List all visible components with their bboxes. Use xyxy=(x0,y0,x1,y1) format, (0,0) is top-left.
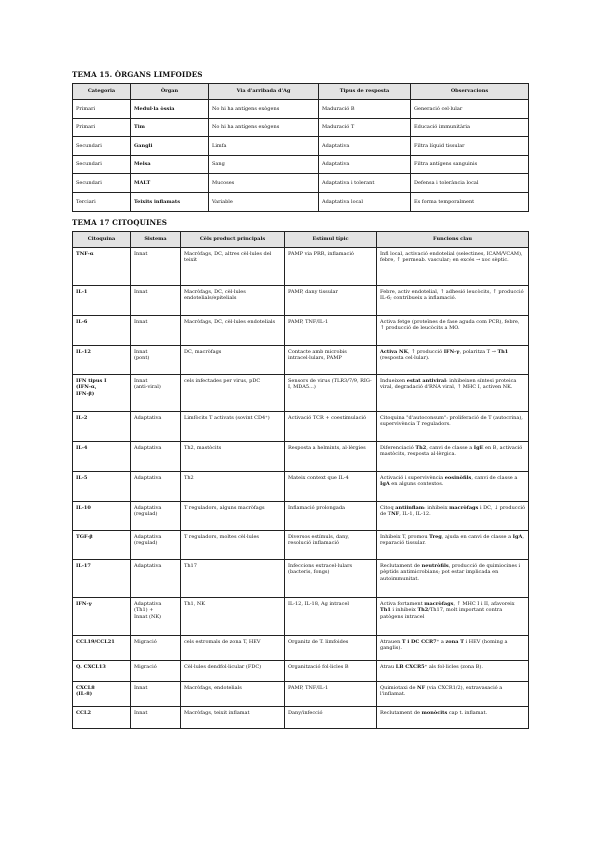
table-cell: IL-12, IL-18, Ag intracel xyxy=(285,597,377,635)
table-row xyxy=(73,501,529,530)
table-cell: Innat xyxy=(131,285,181,315)
table-row xyxy=(73,374,529,411)
table-cell: Secundari xyxy=(73,174,131,193)
table-cell: Innat xyxy=(131,706,181,728)
table-cell: Activa fetge (proteïnes de fase aguda com PCR), febre, ↑ producció de leucòcits a MO. xyxy=(377,315,529,345)
table-cell: Limfòcits T activats (sovint CD4⁺) xyxy=(181,411,285,441)
table-cell: Atrau LB CXCR5⁺ als fol·licles (zona B). xyxy=(377,660,529,681)
table-cell: IL-12 xyxy=(73,345,131,374)
table-cell: Macròfags, endotelials xyxy=(181,681,285,706)
cytokines-table-header xyxy=(73,231,529,247)
section-title-organs: TEMA 15. ÒRGANS LIMFOIDES xyxy=(72,70,203,79)
table-row xyxy=(73,315,529,345)
table-cell: Diversos estímuls, dany, resolució inflamació xyxy=(285,530,377,559)
table-cell: Adaptativa (regulad) xyxy=(131,530,181,559)
organs-table xyxy=(72,83,529,212)
table-cell: Contacte amb microbis intracel·lulars, PAMP xyxy=(285,345,377,374)
table-cell: Terciari xyxy=(73,192,131,211)
column-header: Tipus de resposta xyxy=(319,84,411,100)
table-row xyxy=(73,441,529,471)
table-cell: Maduració B xyxy=(319,100,411,119)
table-cell: Maduració T xyxy=(319,118,411,137)
table-cell: Migració xyxy=(131,635,181,660)
table-cell: Inflamació prolongada xyxy=(285,501,377,530)
table-cell: Cèl·lules dendfol·licular (FDC) xyxy=(181,660,285,681)
table-cell: Migració xyxy=(131,660,181,681)
table-cell: Sang xyxy=(209,155,319,174)
table-cell: Secundari xyxy=(73,155,131,174)
table-cell: Adaptativa xyxy=(131,441,181,471)
table-cell: PAMP, TNF/IL-1 xyxy=(285,315,377,345)
table-cell: DC, macròfags xyxy=(181,345,285,374)
table-cell: Activa fortament macròfags, ↑ MHC I i II, afavoreix Th1 i inhibeix Th2/Th17, molt important contra patògens intracel xyxy=(377,597,529,635)
table-cell: Activació i supervivència eosinòfils, canvi de classe a IgA en alguns contextos. xyxy=(377,471,529,501)
table-cell: IL-17 xyxy=(73,559,131,597)
table-cell: Gangli xyxy=(131,137,209,156)
table-cell: Resposta a helmints, al·lèrgies xyxy=(285,441,377,471)
table-cell: Diferenciació Th2, canvi de classe a IgE en B, activació mastòcits, resposta al·lèrgica. xyxy=(377,441,529,471)
table-row xyxy=(73,345,529,374)
table-cell: Innat (pont) xyxy=(131,345,181,374)
table-cell: PAMP, TNF/IL-1 xyxy=(285,681,377,706)
table-cell: Citoquina "d'autoconsum": proliferació de T (autocrina), supervivència T reguladors. xyxy=(377,411,529,441)
table-cell: Organització fol·licles B xyxy=(285,660,377,681)
table-cell: CCL19/CCL21 xyxy=(73,635,131,660)
section-title-cytokines: TEMA 17 CITOQUINES xyxy=(72,217,167,227)
table-row xyxy=(73,411,529,441)
table-cell: Th2, mastòcits xyxy=(181,441,285,471)
table-cell: Primari xyxy=(73,100,131,119)
table-cell: Tim xyxy=(131,118,209,137)
table-cell: IL-2 xyxy=(73,411,131,441)
table-cell: Innat (anti-viral) xyxy=(131,374,181,411)
table-cell: Activa NK, ↑ producció IFN-γ, polaritza T → Th1 (resposta cel·lular). xyxy=(377,345,529,374)
table-cell: Adaptativa (regulad) xyxy=(131,501,181,530)
table-cell: Adaptativa local xyxy=(319,192,411,211)
table-cell: No hi ha antígens exògens xyxy=(209,100,319,119)
column-header: Citoquina xyxy=(73,231,131,247)
column-header: Funcions clau xyxy=(377,231,529,247)
table-cell: Th2 xyxy=(181,471,285,501)
cytokines-table xyxy=(72,231,529,729)
table-cell: Adaptativa xyxy=(131,471,181,501)
table-row xyxy=(73,681,529,706)
table-cell: Infl local, activació endotelial (selectines, ICAM/VCAM), febre, ↑ permeab. vascular; en excés → xoc sèptic. xyxy=(377,247,529,285)
table-cell: Reclutament de monòcits cap t. inflamat. xyxy=(377,706,529,728)
table-cell: Reclutament de neutròfils, producció de quimiocines i pèptids antimicrobians; pot estar implicada en autoimmunitat. xyxy=(377,559,529,597)
table-cell: IL-1 xyxy=(73,285,131,315)
table-cell: Secundari xyxy=(73,137,131,156)
table-cell: Educació immunitària xyxy=(411,118,529,137)
table-cell: Macròfags, DC, cèl·lules endotelials/epitelials xyxy=(181,285,285,315)
column-header: Categoria xyxy=(73,84,131,100)
table-row xyxy=(73,706,529,728)
table-cell: Atrauen T i DC CCR7⁺ a zona T i HEV (homing a ganglis). xyxy=(377,635,529,660)
table-row xyxy=(73,597,529,635)
table-cell: Th1, NK xyxy=(181,597,285,635)
table-cell: IL-6 xyxy=(73,315,131,345)
table-cell: Activació TCR + coestimulació xyxy=(285,411,377,441)
table-row xyxy=(73,530,529,559)
table-cell: Citoq antiinflam: inhibeix macròfags i DC, ↓ producció de TNF, IL-1, IL-12. xyxy=(377,501,529,530)
table-cell: Medul·la òssia xyxy=(131,100,209,119)
table-cell: Adaptativa xyxy=(319,155,411,174)
table-cell: Quimiotaxi de NF (via CXCR1/2), extravasació a l'inflamat. xyxy=(377,681,529,706)
table-row xyxy=(73,192,529,211)
table-cell: Organitz de T. limfoides xyxy=(285,635,377,660)
table-cell: T reguladors, alguns macròfags xyxy=(181,501,285,530)
table-row xyxy=(73,471,529,501)
table-cell: Innat xyxy=(131,247,181,285)
table-cell: PAMP via PRR, inflamació xyxy=(285,247,377,285)
table-cell: CXCL8 (IL-8) xyxy=(73,681,131,706)
table-cell: Inhibeix T, promou Treg, ajuda en canvi de classe a IgA, reparació tissular. xyxy=(377,530,529,559)
column-header: Estímul típic xyxy=(285,231,377,247)
table-row xyxy=(73,635,529,660)
table-cell: Adaptativa xyxy=(319,137,411,156)
table-cell: Generació cel·lular xyxy=(411,100,529,119)
table-row xyxy=(73,660,529,681)
table-cell: IL-4 xyxy=(73,441,131,471)
column-header: Òrgan xyxy=(131,84,209,100)
table-cell: Melsa xyxy=(131,155,209,174)
table-cell: cels estromals de zona T, HEV xyxy=(181,635,285,660)
table-cell: Teixits inflamats xyxy=(131,192,209,211)
table-row xyxy=(73,174,529,193)
table-cell: Innat xyxy=(131,315,181,345)
table-cell: Indueixen estat antiviral: inhibeixen síntesi proteica viral, degradació d'RNA viral, ↑ MHC I, activen NK. xyxy=(377,374,529,411)
table-cell: Infeccions extracel·lulars (bacteris, fongs) xyxy=(285,559,377,597)
document-page xyxy=(72,70,528,729)
table-cell: Filtra antígens sanguinis xyxy=(411,155,529,174)
table-row xyxy=(73,137,529,156)
table-cell: Defensa i tolerància local xyxy=(411,174,529,193)
table-cell: Filtra líquid tissular xyxy=(411,137,529,156)
table-cell: IL-10 xyxy=(73,501,131,530)
table-cell: Q. CXCL13 xyxy=(73,660,131,681)
table-cell: Adaptativa xyxy=(131,411,181,441)
table-cell: IFN tipus I (IFN-α, IFN-β) xyxy=(73,374,131,411)
table-cell: Mucoses xyxy=(209,174,319,193)
table-cell: Adaptativa i tolerant xyxy=(319,174,411,193)
table-cell: IL-5 xyxy=(73,471,131,501)
table-row xyxy=(73,155,529,174)
column-header: Sistema xyxy=(131,231,181,247)
table-cell: Variable xyxy=(209,192,319,211)
table-cell: Es forma temporalment xyxy=(411,192,529,211)
table-cell: No hi ha antígens exògens xyxy=(209,118,319,137)
table-cell: Primari xyxy=(73,118,131,137)
table-row xyxy=(73,118,529,137)
table-cell: Innat xyxy=(131,681,181,706)
table-cell: Macròfags, DC, altres cèl·lules del teixit xyxy=(181,247,285,285)
table-cell: TNF-α xyxy=(73,247,131,285)
table-row xyxy=(73,247,529,285)
table-cell: Mateix context que IL-4 xyxy=(285,471,377,501)
column-header: Via d'arribada d'Ag xyxy=(209,84,319,100)
table-cell: cels infectades per virus, pDC xyxy=(181,374,285,411)
table-row xyxy=(73,100,529,119)
table-cell: PAMP, dany tissular xyxy=(285,285,377,315)
table-cell: Adaptativa xyxy=(131,559,181,597)
table-cell: Febre, activ endotelial, ↑ adhesió leucòcits, ↑ producció IL-6; contribueix a inflamació. xyxy=(377,285,529,315)
table-cell: Sensors de virus (TLR3/7/9, RIG-I, MDA5...) xyxy=(285,374,377,411)
table-cell: Limfa xyxy=(209,137,319,156)
table-cell: Macròfags, teixit inflamat xyxy=(181,706,285,728)
table-row xyxy=(73,559,529,597)
organs-table-header xyxy=(73,84,529,100)
table-cell: TGF-β xyxy=(73,530,131,559)
column-header: Cèls product principals xyxy=(181,231,285,247)
table-cell: Th17 xyxy=(181,559,285,597)
table-cell: MALT xyxy=(131,174,209,193)
table-cell: IFN-γ xyxy=(73,597,131,635)
table-cell: Macròfags, DC, cèl·lules endotelials xyxy=(181,315,285,345)
table-cell: Dany/infecció xyxy=(285,706,377,728)
column-header: Observacions xyxy=(411,84,529,100)
table-cell: Adaptativa (Th1) + Innat (NK) xyxy=(131,597,181,635)
table-row xyxy=(73,285,529,315)
table-cell: T reguladors, moltes cèl·lules xyxy=(181,530,285,559)
table-cell: CCL2 xyxy=(73,706,131,728)
